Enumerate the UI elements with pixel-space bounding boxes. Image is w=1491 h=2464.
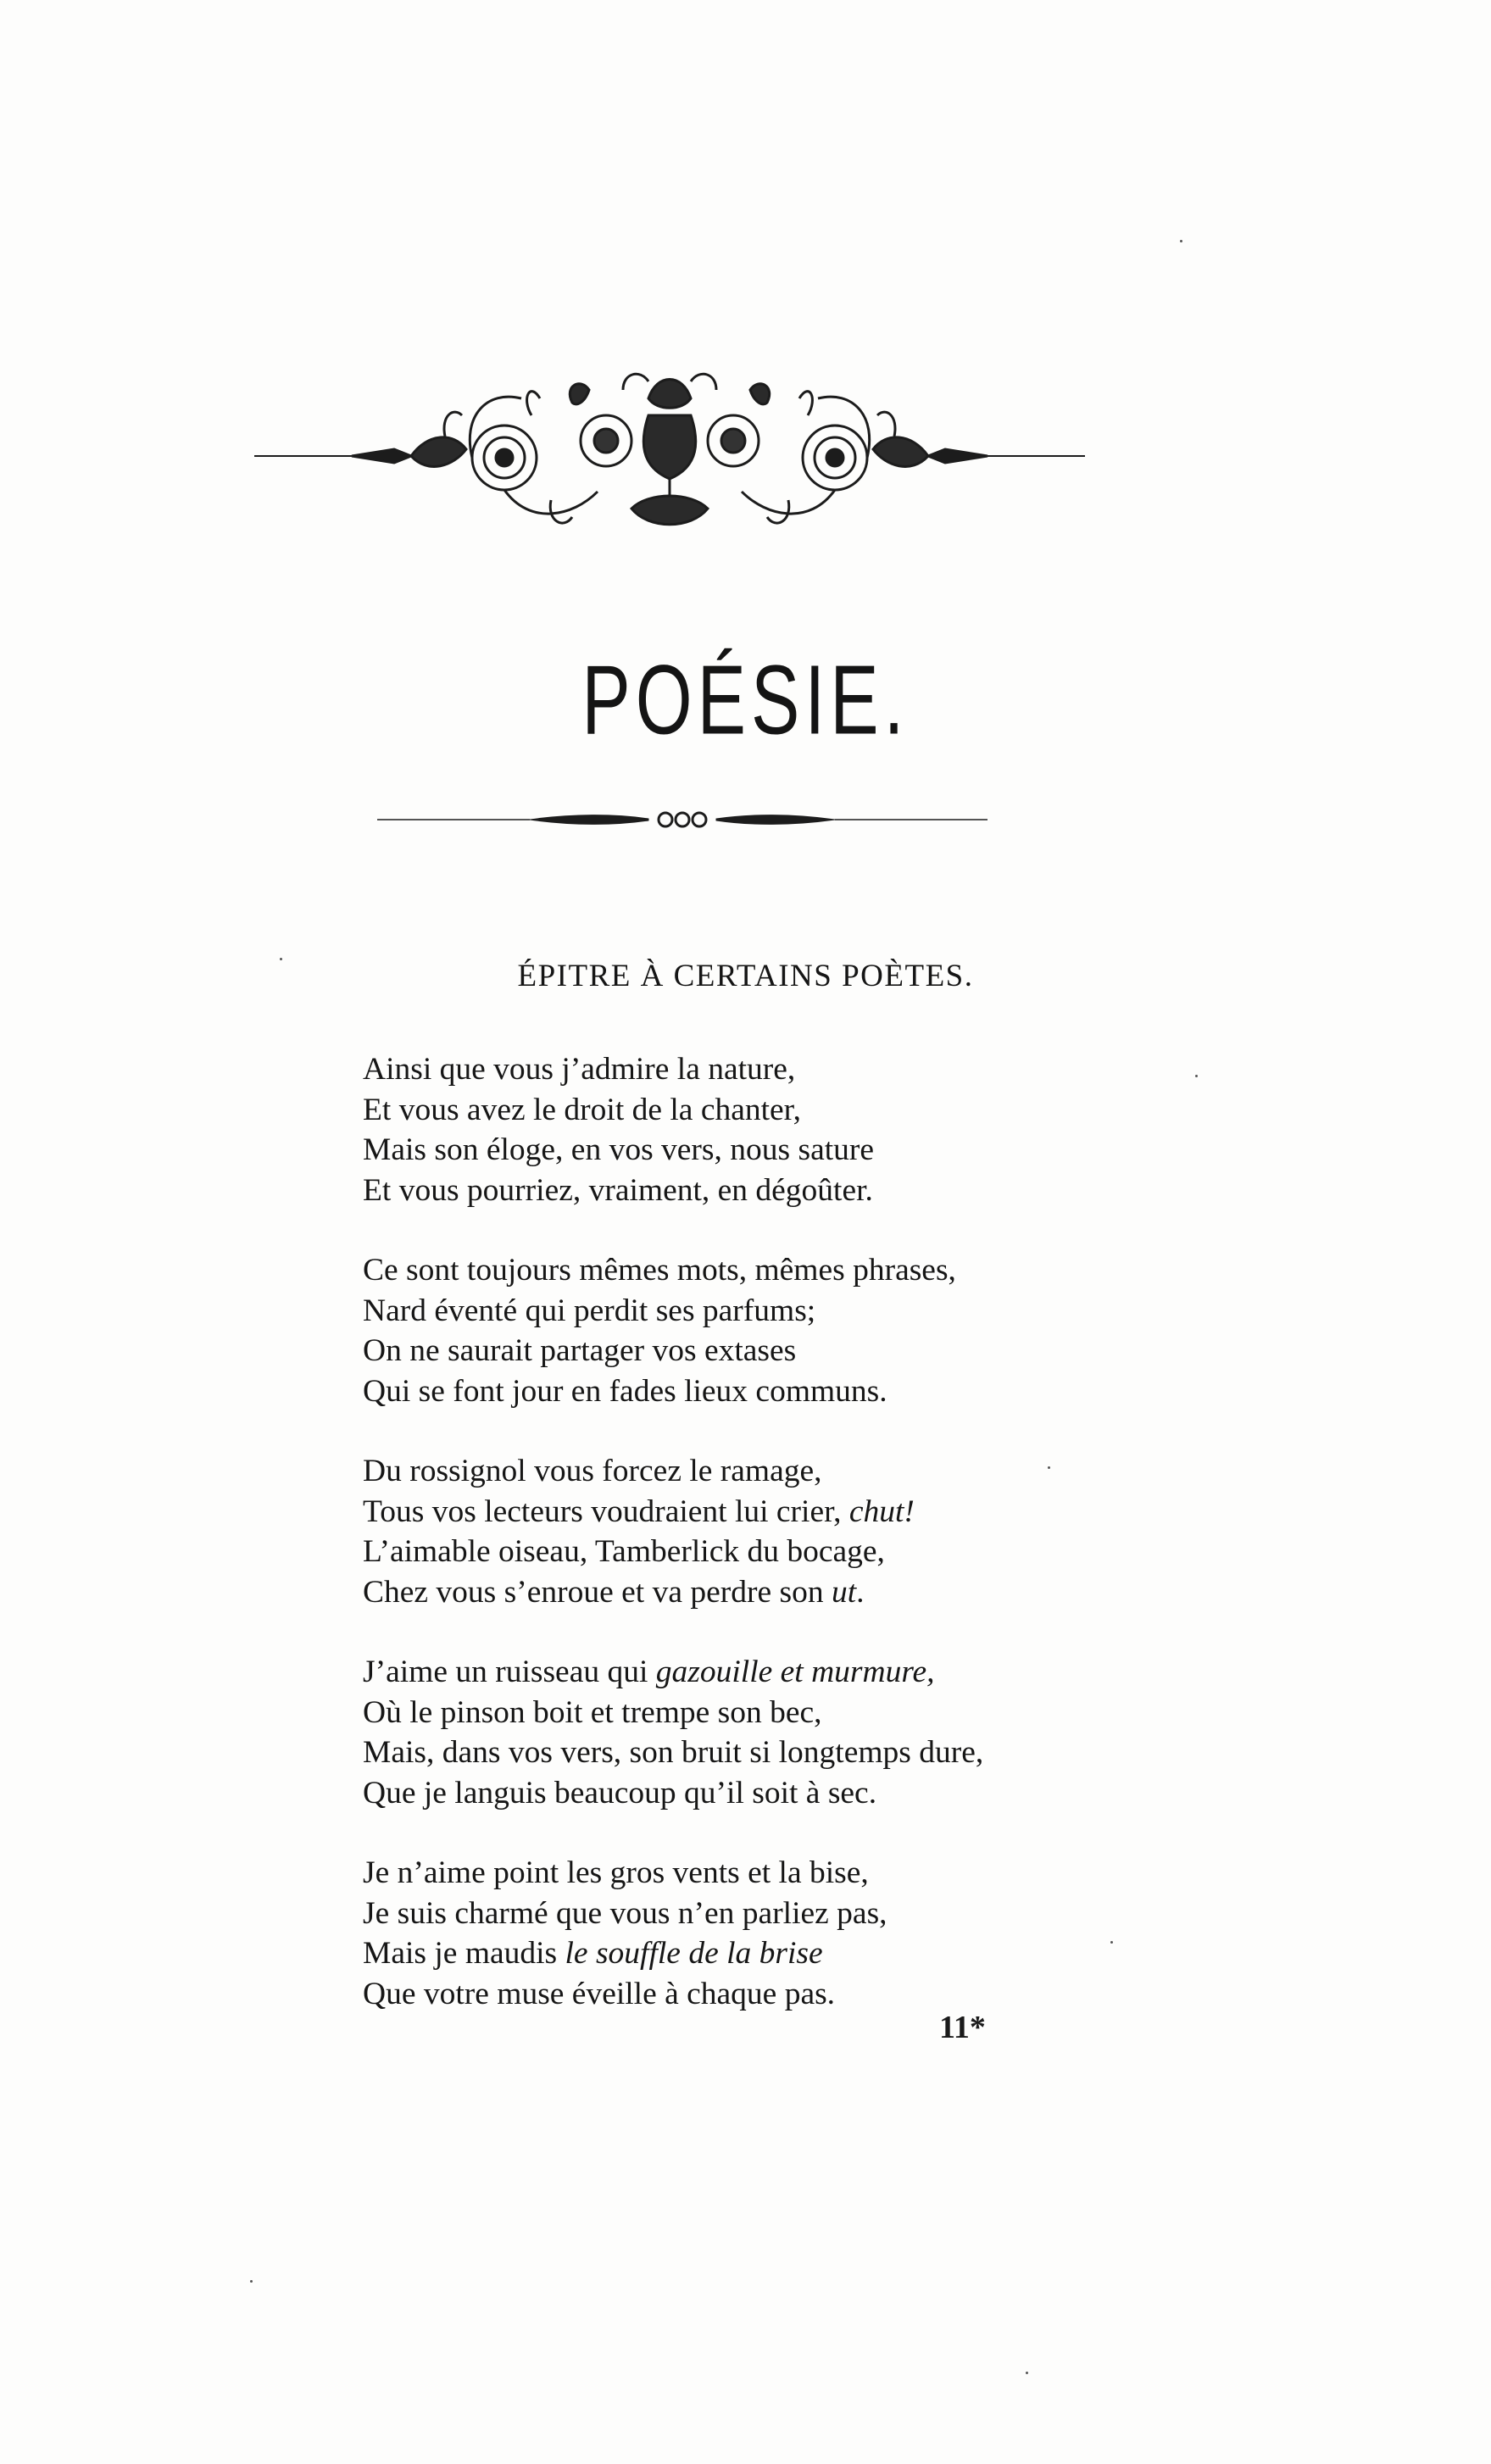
poem-line (363, 1331, 1193, 1371)
poem-line (363, 1171, 1193, 1211)
poem-line (363, 1733, 1193, 1773)
poem-line (363, 1250, 1193, 1291)
poem-line (363, 1974, 1193, 2015)
poem-line (363, 1451, 1193, 1492)
poem-line-text: Mais son éloge, en vos vers, nous sature (363, 1132, 875, 1167)
scan-speck (1048, 1466, 1050, 1469)
poem-line-text: Je n’aime point les gros vents et la bise, (363, 1855, 869, 1890)
poem-line (363, 1049, 1193, 1090)
poem-line-text: Nard éventé qui perdit ses parfums; (363, 1293, 816, 1328)
signature-mark: 11* (939, 2010, 986, 2045)
scan-speck (1195, 1075, 1198, 1077)
poem-stanza (363, 1049, 1193, 1210)
poem-line (363, 1773, 1193, 1814)
poem-line (363, 1572, 1193, 1613)
poem-line (363, 1853, 1193, 1894)
poem-line (363, 1291, 1193, 1332)
poem-line-text: Et vous avez le droit de la chanter, (363, 1092, 802, 1127)
poem-line-italic-text: le souffle de la brise (565, 1936, 823, 1971)
poem-line-italic-text: ut (831, 1574, 857, 1610)
scan-speck (1180, 240, 1182, 242)
poem-line (363, 1532, 1193, 1572)
poem-line-italic-text: chut! (848, 1493, 915, 1529)
poem-line-text: Mais je maudis (363, 1936, 565, 1971)
poem-line-text: Ce sont toujours mêmes mots, mêmes phrases, (363, 1253, 956, 1288)
poem-line-text: Tous vos lecteurs voudraient lui crier, (363, 1493, 849, 1529)
scan-speck (1026, 2372, 1028, 2374)
poem-line-text: Où le pinson boit et trempe son bec, (363, 1694, 822, 1730)
scan-speck (250, 2280, 253, 2283)
poem-stanza (363, 1853, 1193, 2014)
poem-line (363, 1130, 1193, 1171)
poem-stanza (363, 1652, 1193, 1813)
poem-line-text: Ainsi que vous j’admire la nature, (363, 1052, 796, 1087)
poem-line (363, 1090, 1193, 1131)
poem-line-text: Mais, dans vos vers, son bruit si longtemps dure, (363, 1735, 984, 1770)
poem-line-text: . (856, 1574, 865, 1610)
scan-speck (1110, 1941, 1113, 1944)
poem-line-text: Que je languis beaucoup qu’il soit à sec. (363, 1775, 877, 1810)
poem-line-text: Chez vous s’enroue et va perdre son (363, 1574, 832, 1610)
poem-title: ÉPITRE À CERTAINS POÈTES. (517, 959, 974, 993)
poem-line-text: Que votre muse éveille à chaque pas. (363, 1976, 836, 2011)
poem-line (363, 1894, 1193, 1934)
poem-body (363, 1049, 1193, 2054)
poem-line-text: J’aime un ruisseau qui (363, 1655, 656, 1689)
floral-headpiece-ornament (250, 364, 1089, 534)
poem-line-text: On ne saurait partager vos extases (363, 1333, 797, 1368)
poem-line (363, 1693, 1193, 1733)
poem-line (363, 1371, 1193, 1412)
poem-line-text: Du rossignol vous forcez le ramage, (363, 1454, 822, 1488)
section-title: POÉSIE. (581, 645, 910, 755)
poem-line (363, 1933, 1193, 1974)
poem-line-text: L’aimable oiseau, Tamberlick du bocage, (363, 1534, 885, 1569)
poem-stanza (363, 1250, 1193, 1411)
poem-line (363, 1492, 1193, 1532)
poem-line (363, 1652, 1193, 1693)
poem-line-text: Et vous pourriez, vraiment, en dégoûter. (363, 1172, 873, 1208)
scan-speck (280, 958, 282, 960)
poem-line-italic-text: gazouille et murmure, (655, 1655, 935, 1689)
poem-line-text: Qui se font jour en fades lieux communs. (363, 1373, 887, 1409)
decorative-rule-ornament (377, 807, 988, 832)
poem-stanza (363, 1451, 1193, 1612)
poem-line-text: Je suis charmé que vous n’en parliez pas, (363, 1895, 887, 1931)
